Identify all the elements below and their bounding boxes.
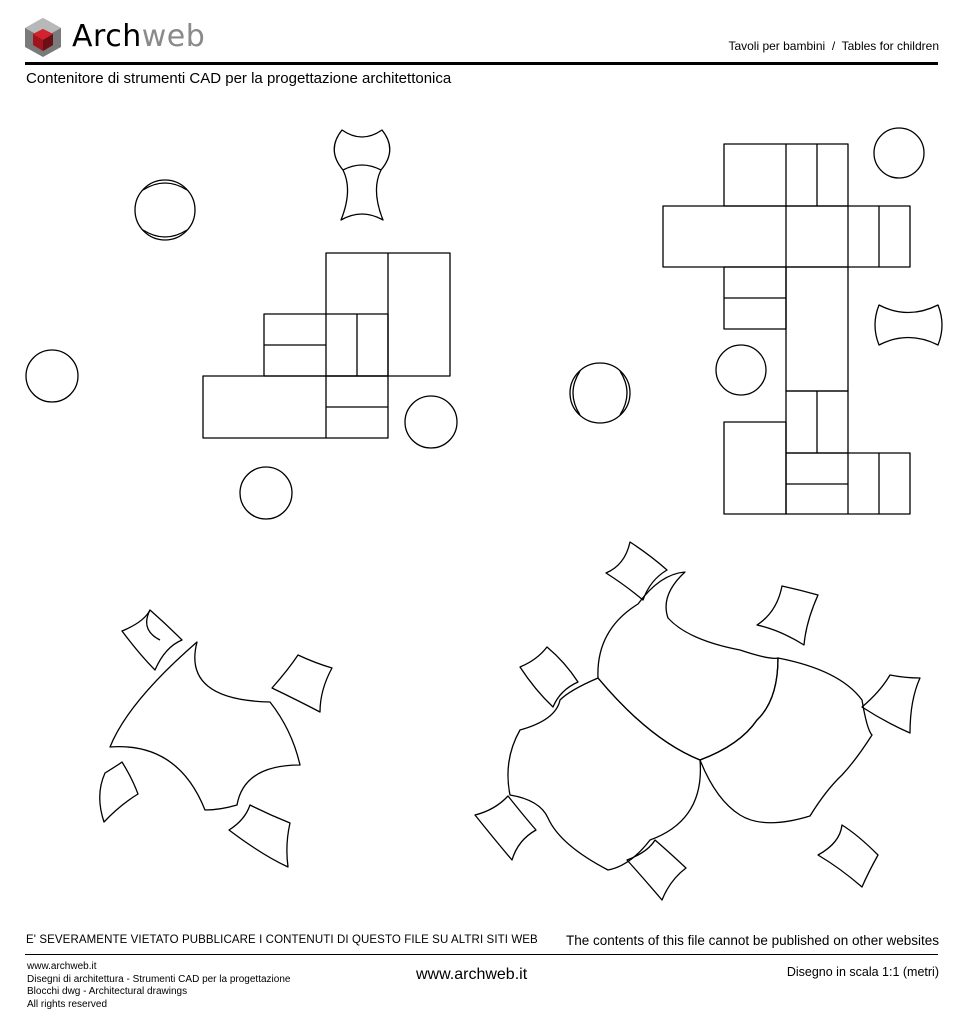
cube-logo-icon — [22, 16, 64, 58]
group-rect-tables-left — [26, 130, 457, 519]
page-subtitle: Contenitore di strumenti CAD per la progettazione architettonica — [26, 70, 452, 87]
stool-ball — [570, 363, 630, 423]
copyright-warning-it: E' SEVERAMENTE VIETATO PUBBLICARE I CONTENUTI DI QUESTO FILE SU ALTRI SITI WEB — [26, 934, 538, 946]
footer-info-line: www.archweb.it — [27, 961, 97, 972]
stool-concave — [475, 796, 536, 860]
table-petal — [598, 572, 778, 760]
stool-concave — [272, 655, 332, 712]
group-petal-cluster — [475, 542, 920, 900]
table-petal — [110, 642, 300, 810]
footer-info-line: Blocchi dwg - Architectural drawings — [27, 986, 188, 997]
footer-url[interactable]: www.archweb.it — [416, 966, 528, 983]
header-rule — [25, 62, 938, 65]
stool-round — [874, 128, 924, 178]
logo-wordmark — [72, 19, 206, 54]
copyright-warning-en: The contents of this file cannot be published on other websites — [566, 933, 939, 948]
table-rect — [786, 267, 848, 391]
stool-hourglass — [334, 130, 390, 220]
stool-concave — [757, 586, 818, 645]
logo-text-light: web — [141, 19, 206, 54]
stool-concave — [862, 675, 920, 733]
stool-round — [716, 345, 766, 395]
logo-text-dark: Arch — [72, 19, 142, 54]
footer-rule — [25, 954, 938, 955]
cad-drawing — [0, 95, 971, 925]
footer-info — [27, 961, 290, 1011]
stool-round — [26, 350, 78, 402]
stool-round — [240, 467, 292, 519]
group-rect-tables-right — [570, 128, 942, 514]
stool-concave — [520, 647, 578, 707]
archweb-logo — [22, 14, 252, 60]
drawing-scale: Disegno in scala 1:1 (metri) — [786, 965, 939, 979]
stool-concave — [627, 840, 686, 900]
stool-concave — [606, 542, 667, 600]
stool-ball — [135, 180, 195, 240]
stool-bowtie — [875, 305, 942, 345]
page-title: Tavoli per bambini / Tables for children — [728, 39, 939, 53]
stool-concave — [818, 825, 878, 887]
stool-round — [405, 396, 457, 448]
footer-info-line: All rights reserved — [27, 998, 108, 1010]
table-petal — [508, 678, 700, 870]
group-petal-table — [100, 610, 332, 867]
stool-concave — [122, 610, 182, 670]
stool-concave — [229, 805, 290, 867]
footer-info-line: Disegni di architettura - Strumenti CAD per la progettazione — [27, 973, 291, 985]
stool-concave — [100, 762, 138, 822]
table-rect — [724, 422, 786, 514]
table-petal — [700, 658, 872, 823]
